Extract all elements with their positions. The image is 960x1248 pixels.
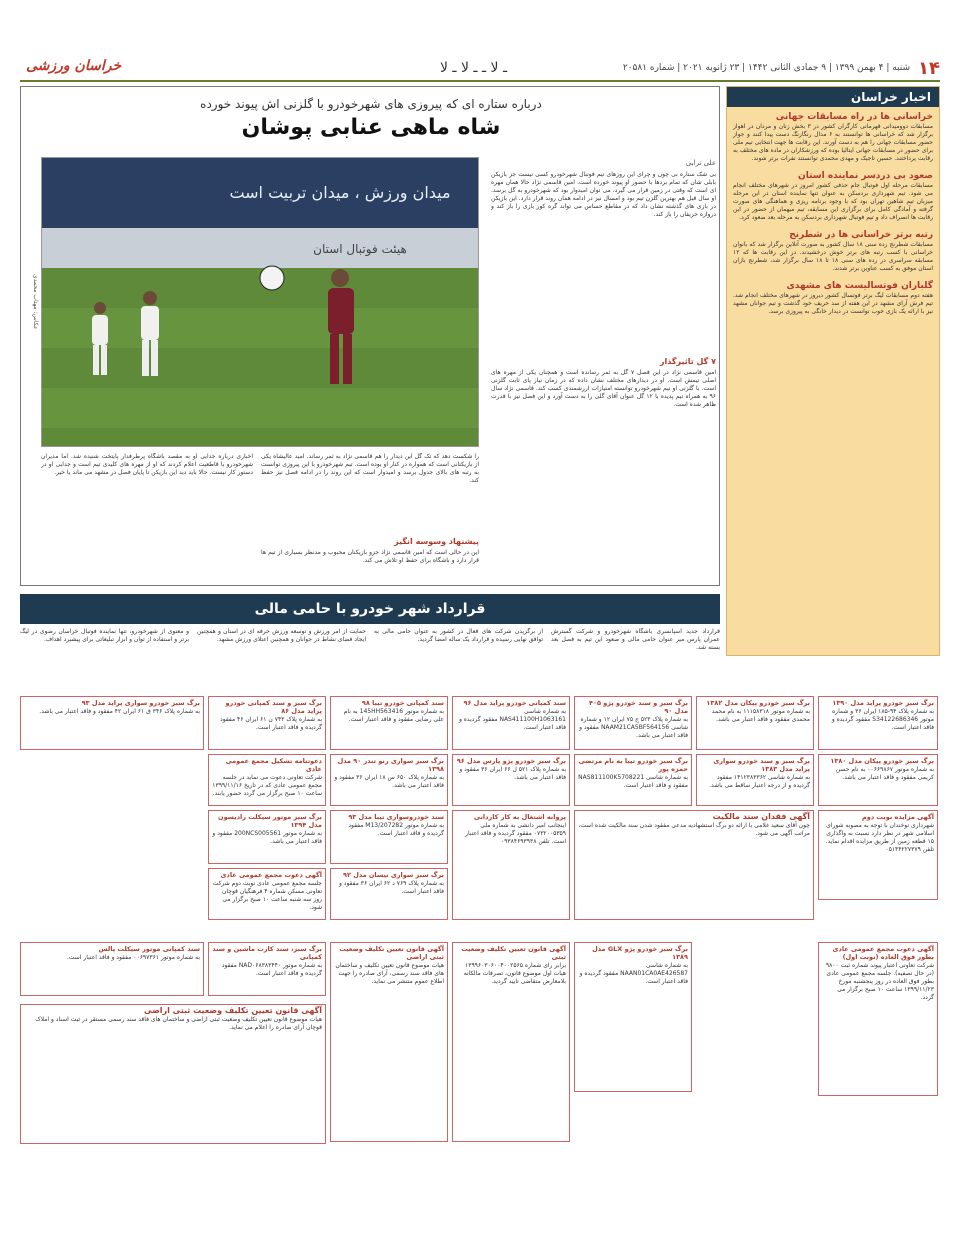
- photo-credit: عکاس: مهتاب محمدی: [32, 274, 39, 330]
- classified-ad: [20, 942, 204, 996]
- sidebar-title: اخبار خراسان: [727, 87, 939, 107]
- sidebar-section: [727, 166, 939, 225]
- classified-ad-text: به شماره شاسی NAS811100K5708221 مفقود و فاقد اعتبار است.: [578, 774, 688, 789]
- classified-ad-text: به شماره موتور NAD۰۶۸۳۸۳۴۴۰ مفقود گردیده و فاقد اعتبار است.: [221, 962, 322, 977]
- classified-ad-text: به شماره پلاک ۷۴۳ ن ۶۱ ایران ۴۶ مفقود گردیده و فاقد اعتبار است.: [220, 716, 322, 731]
- classified-ad-title: آگهی دعوت مجمع عمومی عادی: [220, 871, 322, 879]
- classified-ad: [818, 696, 938, 750]
- classified-ad: [696, 696, 814, 750]
- classified-ad-text: به شماره موتور ۰۰۶۶۹۸۶۷ به نام حسن کریمی مفقود و فاقد اعتبار می باشد.: [835, 766, 934, 781]
- classified-ad-text: به شماره پلاک ۵۲۳ ج ۷۵ ایران ۱۲ و شماره شاسی NAAM21CA5BF564156 مفقود و فاقد اعتبار می باشد.: [579, 716, 688, 739]
- classified-ad: [452, 754, 570, 806]
- sidebar-section-text: مسابقات دوومیدانی قهرمانی کارگران کشور در ۳ بخش زنان و مردان در اهواز برگزار شد که خراسانی ها توانستند به ۶ مدال رنگارنگ دست پیدا کنند و جواز حضور مسابقات جهانی را هم به دست آورند. این رقابت ها جهت انتخابی تیم ملی برای حضور در مسابقات جهانی ایتالیا بوده که ورزشکاران در ماده های مختلف به رقابت پرداختند. حسین تاجیک و مهدی محمدی توانستند نفرات برتر شوند.: [733, 123, 934, 162]
- classified-ad: [330, 754, 448, 806]
- classified-ad: [208, 868, 326, 920]
- photo-banner-2: هیئت فوتبال استان: [313, 242, 407, 256]
- classified-ad-title: پروانه اشتغال به کار کاردانی: [473, 813, 566, 821]
- classified-ad-title: دعوتنامه تشکیل مجمع عمومی عادی: [225, 757, 322, 773]
- classified-ad-title: برگ سبز خودرو پراید مدل ۱۳۹۰: [832, 699, 934, 707]
- classified-ad-title: برگ سبز موتور سیکلت رادیسون مدل ۱۳۹۴: [218, 813, 322, 829]
- classified-ad-text: به شماره پلاک ۶۵۰ س ۱۸ ایران ۳۶ مفقود و فاقد اعتبار می باشد.: [334, 774, 444, 789]
- sidebar-section-title: رتبه برتر خراسانی ها در شطرنج: [789, 230, 933, 240]
- classified-ad-text: شرکت تعاونی دعوت می نماید در جلسه مجمع عمومی عادی که در تاریخ ۱۳۹۹/۱۱/۱۶ ساعت ۱۰ صبح برگزار می گردد حضور یابند.: [212, 774, 322, 797]
- classified-ad: [574, 942, 692, 1092]
- classified-ad: [574, 696, 692, 750]
- classified-ad: [20, 696, 204, 750]
- classified-ad-title: برگ سبز و سند خودرو پژو ۴۰۵ مدل ۹۰: [589, 699, 688, 715]
- classified-ad-title: آگهی فقدان سند مالکیت: [712, 812, 810, 821]
- article-column: بی شک ستاره بی چون و چرای این روزهای تیم فوتبال شهرخودرو کسی نیست جز بازیکن بابلی شان که تمام بردها با حضور او پیوند خورده است. امین قاسمی نژاد حالا همان مهره ای است که وقتی در زمین قرار می گیرد، می توان امیدوار بود که شهرخودرو به گل برسد. او سال قبل هم بهترین گلزن تیم بود و امسال نیز در ادامه همان روند قرار دارد. این بازیکن در بازی های گذشته نشان داد که در مقاطع حساس می تواند گره کور بازی را باز کند و دروازه حریفان را باز کند.: [491, 171, 716, 218]
- classified-ad: [208, 942, 326, 996]
- article-kicker: درباره ستاره ای که پیروزی های شهرخودرو با گلزنی اش پیوند خورده: [200, 97, 542, 111]
- classified-ad-text: به شماره موتور 145HH563416 به نام علی رضایی مفقود و فاقد اعتبار است.: [343, 708, 444, 723]
- article-column: اخباری درباره جدایی او به مقصد باشگاه پرطرفدار پایتخت شنیده شد. اما مدیران شهرخودرو با قاطعیت اعلام کردند که او از مهره های کلیدی تیم است و جدایی او در دستور کار نیست. حالا باید دید این بازیکن تا پایان فصل در مشهد می ماند یا خیر.: [41, 453, 253, 476]
- classified-ad-text: شرکت تعاونی اعتبار پیوند شماره ثبت ۹۸۰۰ (در حال تصفیه). جلسه مجمع عمومی عادی بطور فوق العاده در روز پنجشنبه مورخ ۱۳۹۹/۱۱/۲۳ ساعت ۱۰ صبح برگزار می گردد.: [825, 962, 934, 1001]
- classified-ad-title: برگ سبز سواری رنو تندر ۹۰ مدل ۱۳۹۸: [337, 757, 444, 773]
- contract-column: از برگزیدن شرکت های فعال در کشور به عنوان حامی مالی به توافق نهایی رسیده و قرارداد یک ساله امضا گردید.: [374, 628, 543, 643]
- classified-ad-text: به شماره موتور M13/207282 مفقود گردیده و فاقد اعتبار است.: [348, 822, 444, 837]
- classified-ad-text: چون آقای سعید غلامی با ارائه دو برگ استشهادیه مدعی مفقود شدن سند مالکیت شده است، مراتب آگهی می شود.: [578, 822, 810, 837]
- classified-ad-title: آگهی قانون تعیین تکلیف وضعیت ثبتی: [461, 945, 566, 961]
- classified-ad: [574, 810, 814, 920]
- classified-ad-text: اینجانب امیر دانشی به شماره ملی ۰۷۳۲۰۰۵۳۵۹ مفقود گردیده و فاقد اعتبار است. تلفن ۰۹۳۸۴۶۹۳۹۳۸: [465, 822, 566, 845]
- page-header: [20, 56, 940, 82]
- article-column: این در حالی است که امین قاسمی نژاد جزو بازیکنان محبوب و مدنظر بسیاری از تیم ها قرار دارد و باشگاه برای حفظ او تلاش می کند.: [261, 549, 479, 564]
- sidebar-section-title: صعود بی دردسر نماینده استان: [798, 171, 933, 181]
- classified-ad-text: برابر رای شماره ۱۳۹۹۶۰۳۰۶۰۰۴۰۰۲۵۶۵ هیات اول موضوع قانون، تصرفات مالکانه بلامعارض متقاضی تایید گردید.: [463, 962, 566, 985]
- football-photo-illustration: [41, 158, 478, 447]
- classified-ad: [208, 696, 326, 750]
- classified-ad: [20, 1004, 326, 1144]
- sidebar-section-text: هفته دوم مسابقات لیگ برتر فوتسال کشور دیروز در شهرهای مختلف انجام شد. تیم فرش آرای مشهد در این هفته از سد حریف خود گذشت و تیم جوانان مشهد نیز با ارائه یک بازی خوب توانست در دیدار خانگی به پیروزی برسد.: [733, 292, 933, 315]
- classified-ad-text: به شماره پلاک ۵۲۱ ل ۶۶ ایران ۳۶ مفقود و فاقد اعتبار می باشد.: [459, 766, 566, 781]
- article-subhead: پیشنهاد وسوسه انگیز: [394, 537, 479, 546]
- header-signature: ـ لا ـ ـ لا ـ لا: [440, 60, 508, 76]
- classified-ad-title: سند خودروسواری تیبا مدل ۹۳: [348, 813, 444, 821]
- classified-ad-title: برگ سبز خودرو پژو GLX مدل ۱۳۸۹: [592, 945, 688, 961]
- classified-ad-title: سند کمپانی موتور سیکلت پالس: [98, 945, 200, 953]
- classified-ad-text: به شماره پلاک ۷۶۹ د ۶۲ ایران ۳۶ مفقود و فاقد اعتبار است.: [339, 880, 444, 895]
- classified-ad-text: شهرداری نوخندان با توجه به مصوبه شورای اسلامی شهر در نظر دارد نسبت به واگذاری ۱۵ قطعه زمین از طریق مزایده اقدام نماید. تلفن ۰۵۱۴۴۲۲۷۳۷۹: [825, 822, 934, 853]
- sidebar-section: [727, 225, 939, 276]
- contract-column: حمایت از امر ورزش و توسعه ورزش حرفه ای در استان و همچنین ایجاد فضای نشاط در جوانان و همچنین اعتلای ورزش مشهد.: [197, 628, 366, 643]
- date-line: شنبه | ۴ بهمن ۱۳۹۹ | ۹ جمادی الثانی ۱۴۴۲ | ۲۳ ژانویه ۲۰۲۱ | شماره ۲۰۵۸۱: [622, 63, 911, 73]
- classified-ad: [330, 942, 448, 1142]
- sidebar-section-text: مسابقات شطرنج رده سنی ۱۸ سال کشور به صورت آنلاین برگزار شد که بانوان خراسانی با کسب رتبه های برتر خوش درخشیدند. در این رقابت ها که ۱۲ مسابقه سراسری در رده های سنی ۱۸ تا ۱۸ سال برگزار شد، شطرنج بازان استان موفق به کسب عناوین برتر شدند.: [733, 241, 934, 272]
- classified-ad-title: سند کمپانی خودرو پراید مدل ۹۶: [463, 699, 566, 707]
- classified-ad-title: برگ سبز خودرو پژو پارس مدل ۹۶: [456, 757, 566, 765]
- classified-ad-text: به شماره پلاک ۹۴-۱۸۵ ایران ۳۶ و شماره موتور S34122686346 مفقود گردیده و فاقد اعتبار است.: [831, 708, 934, 731]
- article-photo: [41, 157, 479, 447]
- article-column: امین قاسمی نژاد در این فصل ۷ گل به ثمر رسانده است و همچنان یکی از مهره های اصلی تیمش است. او در دیدارهای مختلف نشان داده که در زمان نیاز پای ثابت گلزنی است. با گلزنی او تیم شهرخودرو توانسته امتیازات ارزشمندی کسب کند. قاسمی نژاد سال ۹۶ به همراه تیم پدیده با ۱۲ گل عنوان آقای گلی را به دست آورد و این فصل نیز با قدرت ظاهر شده است.: [491, 369, 716, 408]
- article-headline: شاه ماهی عنابی پوشان: [241, 115, 501, 140]
- contract-text: [20, 628, 720, 688]
- classified-ad: [330, 868, 448, 920]
- classified-ad-text: جلسه مجمع عمومی عادی نوبت دوم شرکت تعاونی مسکن شماره ۴ فرهنگیان قوچان روز سه شنبه ساعت ۱۰ صبح برگزار می شود.: [212, 880, 322, 911]
- sidebar-section: [727, 276, 939, 319]
- classified-ad: [452, 810, 570, 920]
- main-article: [20, 86, 720, 586]
- classified-ad-text: هیات موضوع قانون تعیین تکلیف وضعیت ثبتی اراضی و ساختمان های فاقد سند رسمی مستقر در ثبت اسناد و املاک قوچان آرای صادره را اعلام می نماید.: [35, 1016, 322, 1031]
- classified-ad: [818, 942, 938, 1096]
- classified-ad: [208, 810, 326, 864]
- classified-ad: [330, 810, 448, 864]
- news-sidebar: [726, 86, 940, 656]
- classified-ad-title: برگ سبز سواری نیسان مدل ۹۲: [343, 871, 444, 879]
- classified-ad: [696, 754, 814, 806]
- classified-ad-title: سند کمپانی خودرو تیبا ۹۸: [361, 699, 444, 707]
- classified-ad-text: هیات موضوع قانون تعیین تکلیف و ساختمان های فاقد سند رسمی، آرای صادره را جهت اطلاع عموم منتشر می نماید.: [335, 962, 444, 985]
- classified-ad-title: برگ سبز و سند خودرو سواری پراید مدل ۱۳۸۳: [713, 757, 810, 773]
- classified-ad: [452, 942, 570, 1142]
- classified-ad-title: آگهی قانون تعیین تکلیف وضعیت ثبتی اراضی: [143, 1006, 322, 1015]
- classified-ad-title: برگ سبز خودرو تیبا به نام مرتضی حمزه پور: [578, 757, 688, 773]
- classified-ad: [208, 754, 326, 806]
- classified-ad-text: به شماره شاسی ۱۴۱۲۳۸۳۳۶۲ مفقود گردیده و از درجه اعتبار ساقط می باشد.: [709, 774, 810, 789]
- article-author: علی ترابی: [685, 159, 716, 167]
- classified-ad: [574, 754, 692, 806]
- classified-ad-title: برگ سبز خودرو پیکان مدل ۱۳۸۰: [830, 757, 934, 765]
- sidebar-section-text: مسابقات مرحله اول فوتبال جام حذفی کشور امروز در شهرهای مختلف انجام می شود. تیم شهرداری بردسکن به عنوان تنها نماینده استان در این مرحله میزبان تیم شاهین تهران بود که با وجود برنامه ریزی و هماهنگی های صورت گرفته و آمادگی کامل برای برگزاری این مسابقه، تیم میهمان از حضور در این رقابت ها انصراف داد و تیم فوتبال شهرداری بردسکن به مرحله بعد صعود کرد.: [733, 182, 933, 221]
- classified-ad-title: برگ سبز و سند کمپانی خودرو پراید مدل ۸۶: [225, 699, 322, 715]
- classified-ad: [330, 696, 448, 750]
- classified-ad-title: برگ سبز خودرو پیکان مدل ۱۳۸۲: [706, 699, 810, 707]
- contract-column: و معنوی از شهرخودرو، تنها نماینده فوتبال خراسان رضوی در لیگ برتر و استفاده از توان و ابزار تبلیغاتی برای پیشبرد اهداف.: [20, 628, 189, 643]
- article-subhead: ۷ گل تاثیرگذار: [659, 357, 716, 366]
- classified-ad-title: آگهی قانون تعیین تکلیف وضعیت ثبتی اراضی: [339, 945, 444, 961]
- contract-title: قرارداد شهر خودرو با حامی مالی: [20, 594, 720, 624]
- classified-ad-text: به شماره موتور 200NCS005561 مفقود و فاقد اعتبار می باشد.: [212, 830, 322, 845]
- classified-ad-title: آگهی دعوت مجمع عمومی عادی بطور فوق العاده (نوبت اول): [832, 945, 934, 961]
- classified-ad-text: به شماره شاسی NAS411100H1063161 مفقود گردیده و فاقد اعتبار است.: [458, 708, 566, 731]
- article-column: را شکست دهد که تک گل این دیدار را هم قاسمی نژاد به ثمر رساند. امید عالیشاه یکی از بازیکنانی است که همواره در کنار او بوده است. تیم شهرخودرو با این پیروزی توانست به رتبه های بالای جدول برسد و امیدوار است که این روند را در ادامه فصل نیز حفظ کند.: [261, 453, 479, 484]
- photo-banner-1: میدان ورزش ، میدان تربیت است: [229, 183, 451, 202]
- sidebar-section-title: خراسانی ها در راه مسابقات جهانی: [775, 112, 933, 122]
- brand-logo: خراسان ورزشی: [26, 58, 122, 74]
- classified-ad: [818, 810, 938, 900]
- classified-ad: [818, 754, 938, 806]
- classified-ad: [452, 696, 570, 750]
- contract-column: قرارداد جدید اسپانسری باشگاه شهرخودرو و شرکت گسترش عمران پارس میر عنوان حامی مالی و صعود این تیم به فصل بعد بسته شد.: [551, 628, 720, 651]
- classified-ad-title: برگ سبز، سند کارت ماشین و سند کمپانی: [212, 945, 322, 961]
- classified-ad-text: به شماره موتور ۱۱۱۵۸۳۱۸ به نام محمد محمدی مفقود و فاقد اعتبار می باشد.: [711, 708, 810, 723]
- classified-ad-text: به شماره پلاک ۳۴۶ ق ۶۱ ایران ۴۲ مفقود و فاقد اعتبار می باشد.: [39, 708, 200, 715]
- classified-ad-title: برگ سبز خودرو سواری پراید مدل ۹۳: [81, 699, 200, 707]
- sidebar-section: [727, 107, 939, 166]
- page-number: ۱۴: [918, 57, 940, 79]
- classified-ad-text: به شماره موتور ۰۰۶۹۷۳۶۱ مفقود و فاقد اعتبار است.: [66, 954, 200, 961]
- classified-ad-text: به شماره شاسی NAAN01CA0AE426587 مفقود گردیده و فاقد اعتبار است.: [579, 962, 688, 985]
- classified-ad-title: آگهی مزایده نوبت دوم: [862, 813, 934, 821]
- sidebar-section-title: گلباران فوتسالیست های مشهدی: [786, 281, 933, 291]
